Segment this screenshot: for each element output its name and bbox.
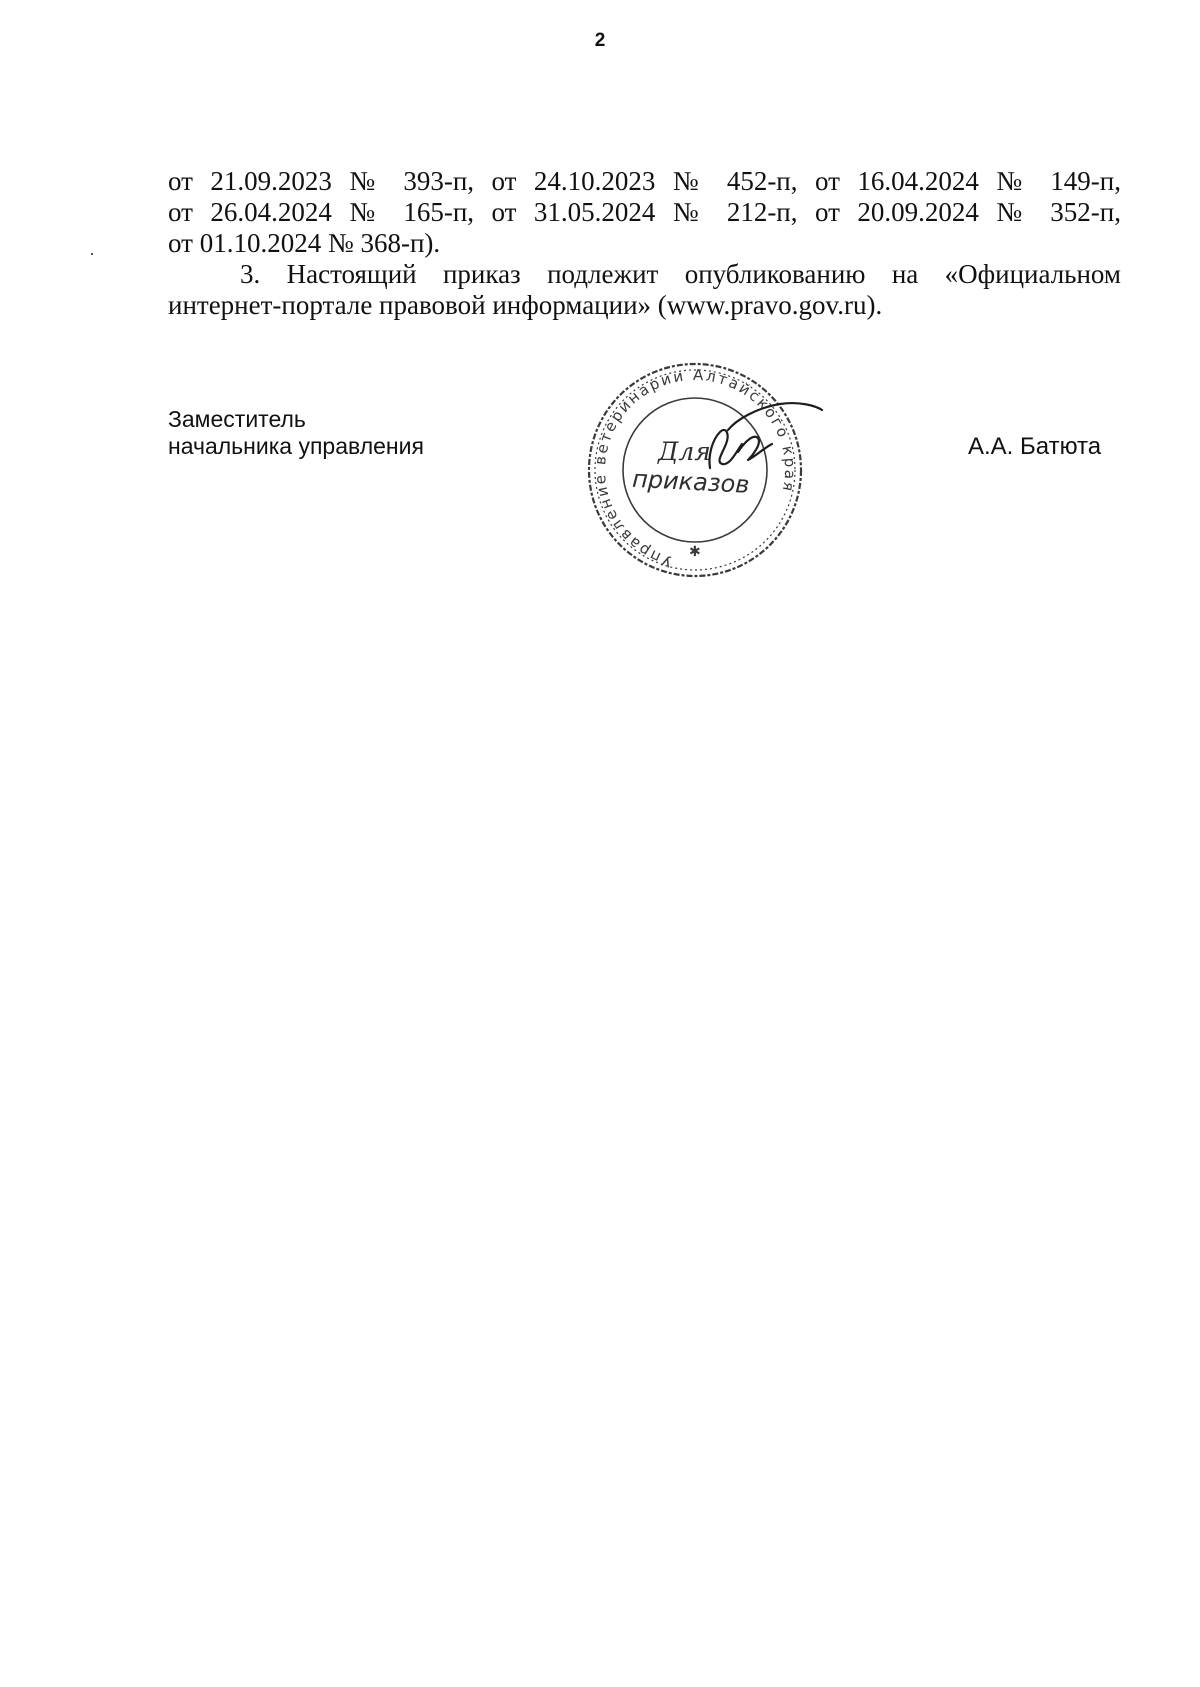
text-line: 3. Настоящий приказ подлежит опубликованию на «Официальном: [240, 259, 1121, 289]
stamp-seal-icon: [560, 360, 830, 590]
official-stamp: [560, 360, 830, 590]
stamp-star-icon: ✱: [689, 544, 701, 560]
stamp-center-line-1: Для: [658, 437, 711, 466]
page-number: 2: [594, 30, 606, 51]
stamp-center-line-2: приказов: [631, 464, 751, 499]
text-line: от 21.09.2023 № 393-п, от 24.10.2023 № 452-п, от 16.04.2024 № 149-п,: [168, 166, 1121, 196]
scan-speck: [91, 253, 93, 255]
paragraph-2-tail: [168, 166, 1121, 259]
stamp-ring-text: Управление ветеринарии Алтайского края: [590, 365, 800, 571]
signer-position: [168, 406, 424, 460]
text-line: интернет-портале правовой информации» (www.pravo.gov.ru).: [168, 290, 883, 320]
document-body: [168, 166, 1121, 321]
text-line: от 26.04.2024 № 165-п, от 31.05.2024 № 212-п, от 20.09.2024 № 352-п,: [168, 197, 1121, 227]
signer-name: А.А. Батюта: [968, 433, 1102, 460]
text-line: от 01.10.2024 № 368-п).: [168, 228, 441, 258]
signer-position-line: Заместитель: [168, 406, 306, 432]
paragraph-3: [168, 259, 1121, 321]
signer-position-line: начальника управления: [168, 433, 424, 459]
